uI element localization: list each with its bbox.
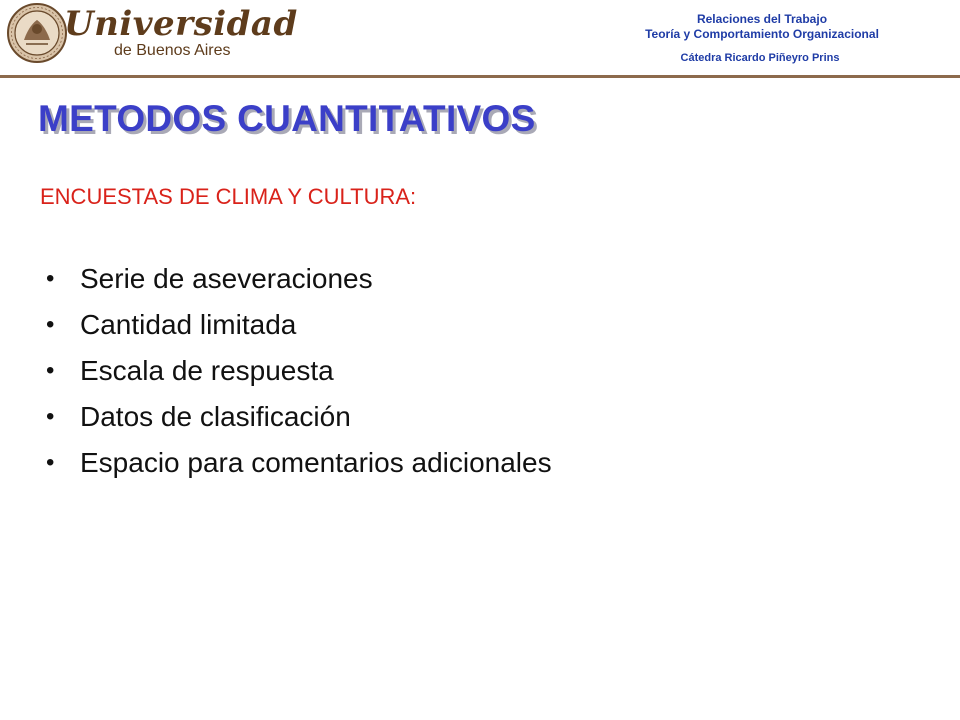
bullet-text: Escala de respuesta <box>80 355 334 386</box>
bullet-dot-icon: • <box>46 311 55 338</box>
bullet-item <box>46 348 552 394</box>
bullet-dot-icon: • <box>46 403 55 430</box>
bullet-item <box>46 394 552 440</box>
bullet-list <box>46 256 552 486</box>
logo-wordmark: Universidad <box>64 4 298 44</box>
header-divider <box>0 75 960 78</box>
bullet-text: Cantidad limitada <box>80 309 297 340</box>
bullet-item <box>46 302 552 348</box>
bullet-text: Espacio para comentarios adicionales <box>80 447 552 478</box>
course-line-1: Relaciones del Trabajo <box>696 12 828 26</box>
bullet-dot-icon: • <box>46 449 55 476</box>
bullet-text: Datos de clasificación <box>80 401 351 432</box>
bullet-text: Serie de aseveraciones <box>80 263 373 294</box>
course-heading <box>602 12 922 42</box>
slide-title: METODOS CUANTITATIVOS <box>38 98 536 139</box>
bullet-dot-icon: • <box>46 357 55 384</box>
slide-header <box>0 0 960 78</box>
university-logo <box>6 2 298 66</box>
bullet-item <box>46 256 552 302</box>
chair-name: Cátedra Ricardo Piñeyro Prins <box>680 52 840 64</box>
bullet-dot-icon: • <box>46 265 55 292</box>
university-seal-icon <box>6 2 68 64</box>
bullet-item <box>46 440 552 486</box>
course-line-2: Teoría y Comportamiento Organizacional <box>645 27 879 41</box>
slide-subtitle: ENCUESTAS DE CLIMA Y CULTURA: <box>40 184 417 209</box>
logo-subtitle: de Buenos Aires <box>114 42 231 59</box>
